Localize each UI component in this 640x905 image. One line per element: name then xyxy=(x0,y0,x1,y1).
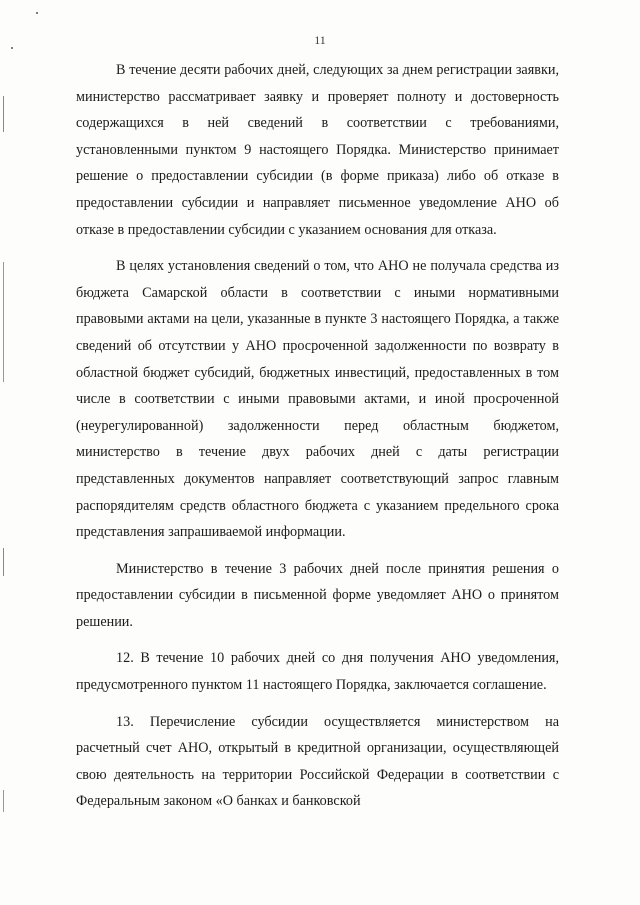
paragraph-item-12: 12. В течение 10 рабочих дней со дня получения АНО уведомления, предусмотренного пунктом 11 настоящего Порядка, заключается соглашение. xyxy=(76,650,559,694)
paragraph-item-13: 13. Перечисление субсидии осуществляется министерством на расчетный счет АНО, открытый в кредитной организации, осуществляющей свою деятельность на территории Российской Федерации в соответствии с Федеральным законом «О банках и банковской xyxy=(76,713,559,810)
scan-speck xyxy=(36,12,38,14)
scan-edge-mark xyxy=(3,548,4,576)
scan-edge-mark xyxy=(3,96,4,132)
scan-edge-mark xyxy=(3,790,4,812)
scan-edge-mark xyxy=(3,262,4,382)
paragraph-decision-notice: Министерство в течение 3 рабочих дней после принятия решения о предоставлении субсидии в письменной форме уведомляет АНО о принятом решении. xyxy=(76,560,559,630)
paragraph-review-application: В течение десяти рабочих дней, следующих за днем регистрации заявки, министерство рассматривает заявку и проверяет полноту и достоверность содержащихся в ней сведений в соответствии с требованиями, установленными пунктом 9 настоящего Порядка. Министерство принимает решение о предоставлении субсидии (в форме приказа) либо об отказе в предоставлении субсидии и направляет письменное уведомление АНО об отказе в предоставлении субсидии с указанием основания для отказа. xyxy=(76,62,559,238)
page-number: 11 xyxy=(314,33,326,47)
paragraph-information-request: В целях установления сведений о том, что АНО не получала средства из бюджета Самарской области в соответствии с иными нормативными правовыми актами на цели, указанные в пункте 3 настоящего Порядка, а также сведений об отсутствии у АНО просроченной задолженности по возврату в областной бюджет субсидий, бюджетных инвестиций, предоставленных в том числе в соответствии с иными правовыми актами, и иной просроченной (неурегулированной) задолженности перед областным бюджетом, министерство в течение двух рабочих дней с даты регистрации представленных документов направляет соответствующий запрос главным распорядителям средств областного бюджета с указанием предельного срока представления запрашиваемой информации. xyxy=(76,258,559,541)
document-body xyxy=(76,57,559,825)
